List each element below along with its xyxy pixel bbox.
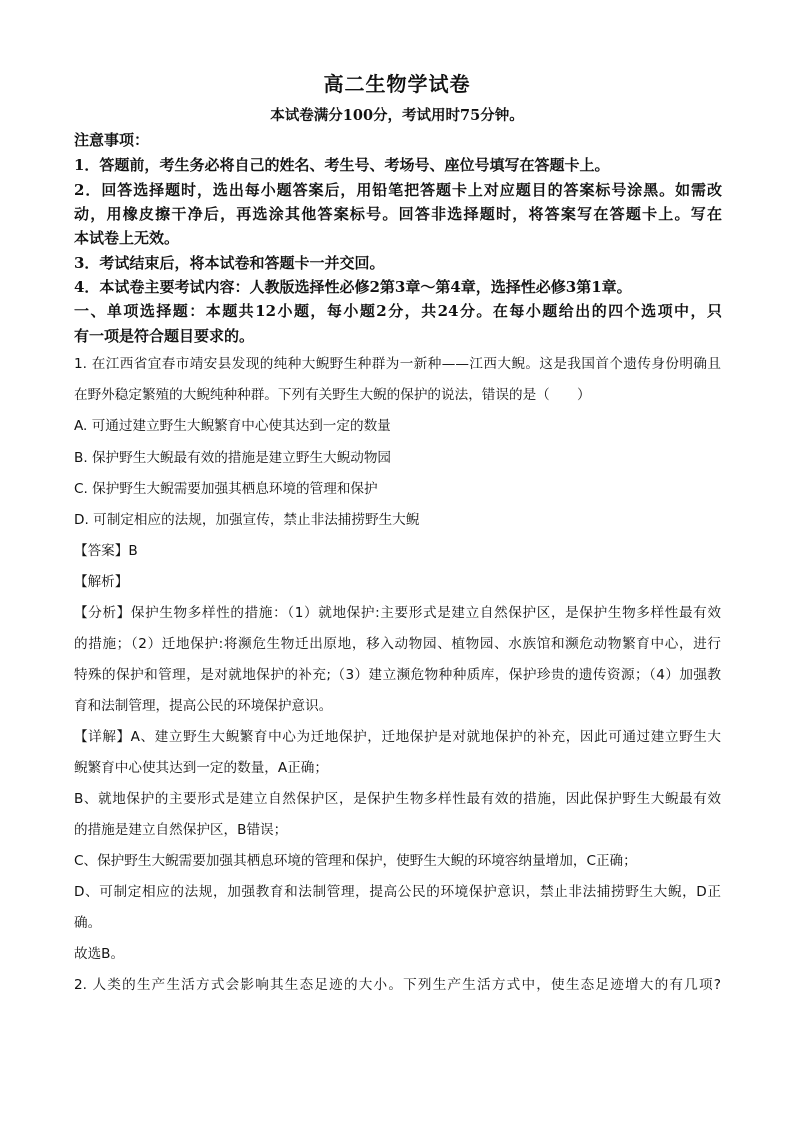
option-a: A. 可通过建立野生大鲵繁育中心使其达到一定的数量 [74,418,391,434]
detail-line: 鲵繁育中心使其达到一定的数量，A正确； [74,760,328,776]
notice-item: 2．回答选择题时，选出每小题答案后，用铅笔把答题卡上对应题目的答案标号涂黑。如需改 [74,181,722,199]
page-title: 高二生物学试卷 [323,72,471,96]
notice-heading: 注意事项： [74,131,150,149]
detail-line: C、保护野生大鲵需要加强其栖息环境的管理和保护，使野生大鲵的环境容纳量增加，C正确； [74,853,637,869]
notice-item: 动，用橡皮擦干净后，再选涂其他答案标号。回答非选择题时，将答案写在答题卡上。写在 [74,205,722,223]
notice-item: 4．本试卷主要考试内容：人教版选择性必修2第3章～第4章，选择性必修3第1章。 [74,278,632,296]
analysis-line: 特殊的保护和管理，是对就地保护的补充;（3）建立濒危物种种质库，保护珍贵的遗传资源；（4）加强教 [74,667,721,683]
option-c: C. 保护野生大鲵需要加强其栖息环境的管理和保护 [74,481,378,497]
notice-item: 本试卷上无效。 [74,229,180,247]
notice-item: 1．答题前，考生务必将自己的姓名、考生号、考场号、座位号填写在答题卡上。 [74,156,610,174]
detail-line: B、就地保护的主要形式是建立自然保护区，是保护生物多样性最有效的措施，因此保护野生大鲵最有效 [74,791,721,807]
option-d: D. 可制定相应的法规，加强宣传，禁止非法捕捞野生大鲵 [74,512,420,528]
exam-subtitle: 本试卷满分100分，考试用时75分钟。 [270,107,524,124]
option-b: B. 保护野生大鲵最有效的措施是建立野生大鲵动物园 [74,450,392,466]
answer-label: 【答案】B [74,543,138,559]
question-stem: 1. 在江西省宜春市靖安县发现的纯种大鲵野生种群为一新种——江西大鲵。这是我国首个遗传身份明确且 [74,356,721,372]
detail-line: 【详解】A、建立野生大鲵繁育中心为迁地保护，迁地保护是对就地保护的补充，因此可通过建立野生大 [74,729,721,745]
section-heading: 一、单项选择题：本题共12小题，每小题2分，共24分。在每小题给出的四个选项中，只 [74,302,722,320]
analysis-line: 【分析】保护生物多样性的措施：（1）就地保护:主要形式是建立自然保护区，是保护生物多样性最有效 [74,605,721,621]
detail-line: D、可制定相应的法规，加强教育和法制管理，提高公民的环境保护意识，禁止非法捕捞野生大鲵，D正 [74,884,721,900]
detail-line: 的措施是建立自然保护区，B错误； [74,822,288,838]
question-stem: 在野外稳定繁殖的大鲵纯种种群。下列有关野生大鲵的保护的说法，错误的是（ ） [74,387,591,403]
analysis-line: 育和法制管理，提高公民的环境保护意识。 [74,698,333,714]
notice-item: 3．考试结束后，将本试卷和答题卡一并交回。 [74,254,385,272]
analysis-line: 的措施；（2）迁地保护:将濒危生物迁出原地，移入动物园、植物园、水族馆和濒危动物繁育中心，进行 [74,636,721,652]
detail-line: 确。 [74,915,102,931]
analysis-heading: 【解析】 [74,574,129,590]
section-heading: 有一项是符合题目要求的。 [74,327,255,345]
detail-line: 故选B。 [74,946,125,962]
question-stem: 2. 人类的生产生活方式会影响其生态足迹的大小。下列生产生活方式中，使生态足迹增大的有几项? [74,977,721,993]
